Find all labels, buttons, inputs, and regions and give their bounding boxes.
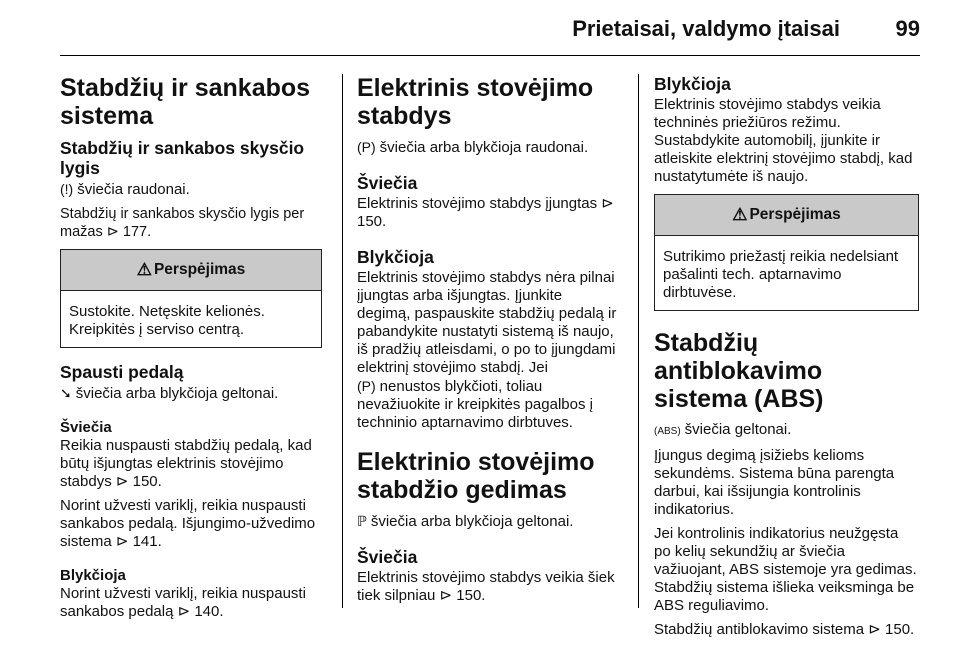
subsection-title: Spausti pedalą [60, 362, 184, 382]
warning-icon: ⚠ [732, 205, 748, 224]
subsection-title: Šviečia [357, 173, 418, 193]
paragraph: Elektrinis stovėjimo stabdys veikia techninės priežiūros režimu. Sustabdykite automobilį, įjunkite ir atleiskite elektrinį stovėjimo stabdį, kad nustatytumėte iš naujo. [654, 96, 913, 185]
paragraph: Įjungus degimą įsižiebs kelioms sekundėms. Sistema būna parengta darbui, kai išsijungia kontrolinis indikatorius. [654, 447, 895, 518]
subsection-title: Blykčioja [654, 74, 731, 94]
paragraph: Elektrinis stovėjimo stabdys veikia šiek tiek silpniau ⊳ 150. [357, 569, 615, 604]
paragraph: Stabdžių ir sankabos skysčio lygis per mažas ⊳ 177. [60, 206, 305, 240]
warning-body: Sutrikimo priežastį reikia nedelsiant pašalinti tech. aptarnavimo dirbtuvėse. [663, 248, 899, 301]
paragraph: Norint užvesti variklį, reikia nuspausti sankabos pedalą. Išjungimo-užvedimo sistema ⊳ 141. [60, 497, 316, 550]
parking-brake-fault-icon: ℙ [357, 513, 367, 529]
paragraph: Jei kontrolinis indikatorius neužgęsta po kelių sekundžių ar šviečia važiuojant, ABS sistemoje yra gedimas. Stabdžių sistema išlieka veiksminga be ABS reguliavimo. [654, 525, 917, 614]
parking-brake-icon: (P) [357, 139, 376, 155]
column-2 [357, 74, 619, 611]
paragraph: ➘ šviečia arba blykčioja geltonai. [60, 385, 279, 402]
section-title: Stabdžių antiblokavimo sistema (ABS) [654, 329, 824, 413]
paragraph: Elektrinis stovėjimo stabdys nėra pilnai įjungtas arba išjungtas. Įjunkite degimą, paspauskite stabdžių pedalą ir pabandykite nustatyti sistemą iš naujo, iš pradžių atleisdami, o po to įjungdami elektrinį stovėjimo stabdį. Jei (P) nenustos blykčioti, toliau nevažiuokite ir kreipkitės pagalbos į techninio aptarnavimo dirbtuves. [357, 269, 617, 431]
warning-box [60, 249, 322, 348]
header-divider [60, 55, 920, 56]
paragraph: Elektrinis stovėjimo stabdys įjungtas ⊳ 150. [357, 195, 614, 230]
page-number: 99 [895, 16, 920, 41]
subsection-title: Šviečia [357, 547, 418, 567]
header-title: Prietaisai, valdymo įtaisai [572, 16, 840, 41]
column-3 [654, 74, 919, 645]
subheading: Šviečia [60, 419, 112, 436]
section-title: Elektrinis stovėjimo stabdys [357, 74, 594, 130]
page-header [60, 14, 920, 46]
subsection-title: Blykčioja [357, 247, 434, 267]
subsection-title: Stabdžių ir sankabos skysčio lygis [60, 138, 305, 178]
paragraph: (ABS) šviečia geltonai. [654, 421, 792, 438]
section-title: Stabdžių ir sankabos sistema [60, 74, 311, 130]
warning-header: ⚠ Perspėjimas [655, 195, 918, 236]
paragraph: (P) šviečia arba blykčioja raudonai. [357, 139, 589, 156]
paragraph: Norint užvesti variklį, reikia nuspausti sankabos pedalą ⊳ 140. [60, 585, 306, 620]
column-divider [638, 74, 639, 608]
warning-icon: ⚠ [136, 260, 152, 279]
paragraph: Reikia nuspausti stabdžių pedalą, kad būtų išjungtas elektrinis stovėjimo stabdys ⊳ 150. [60, 437, 312, 490]
paragraph: (!) šviečia raudonai. [60, 181, 190, 198]
section-title: Elektrinio stovėjimo stabdžio gedimas [357, 448, 595, 504]
warning-box [654, 194, 919, 311]
warning-body: Sustokite. Netęskite kelionės. Kreipkitės į serviso centrą. [69, 303, 265, 338]
pedal-icon: ➘ [60, 385, 72, 401]
warning-header: ⚠ Perspėjimas [61, 250, 321, 291]
column-divider [342, 74, 343, 608]
paragraph: ℙ šviečia arba blykčioja geltonai. [357, 513, 574, 530]
parking-brake-icon: (P) [357, 378, 376, 394]
abs-icon: (ABS) [654, 426, 681, 437]
subheading: Blykčioja [60, 567, 126, 584]
column-1 [60, 74, 322, 627]
brake-warning-icon: (!) [60, 181, 74, 197]
paragraph: Stabdžių antiblokavimo sistema ⊳ 150. [654, 621, 915, 638]
